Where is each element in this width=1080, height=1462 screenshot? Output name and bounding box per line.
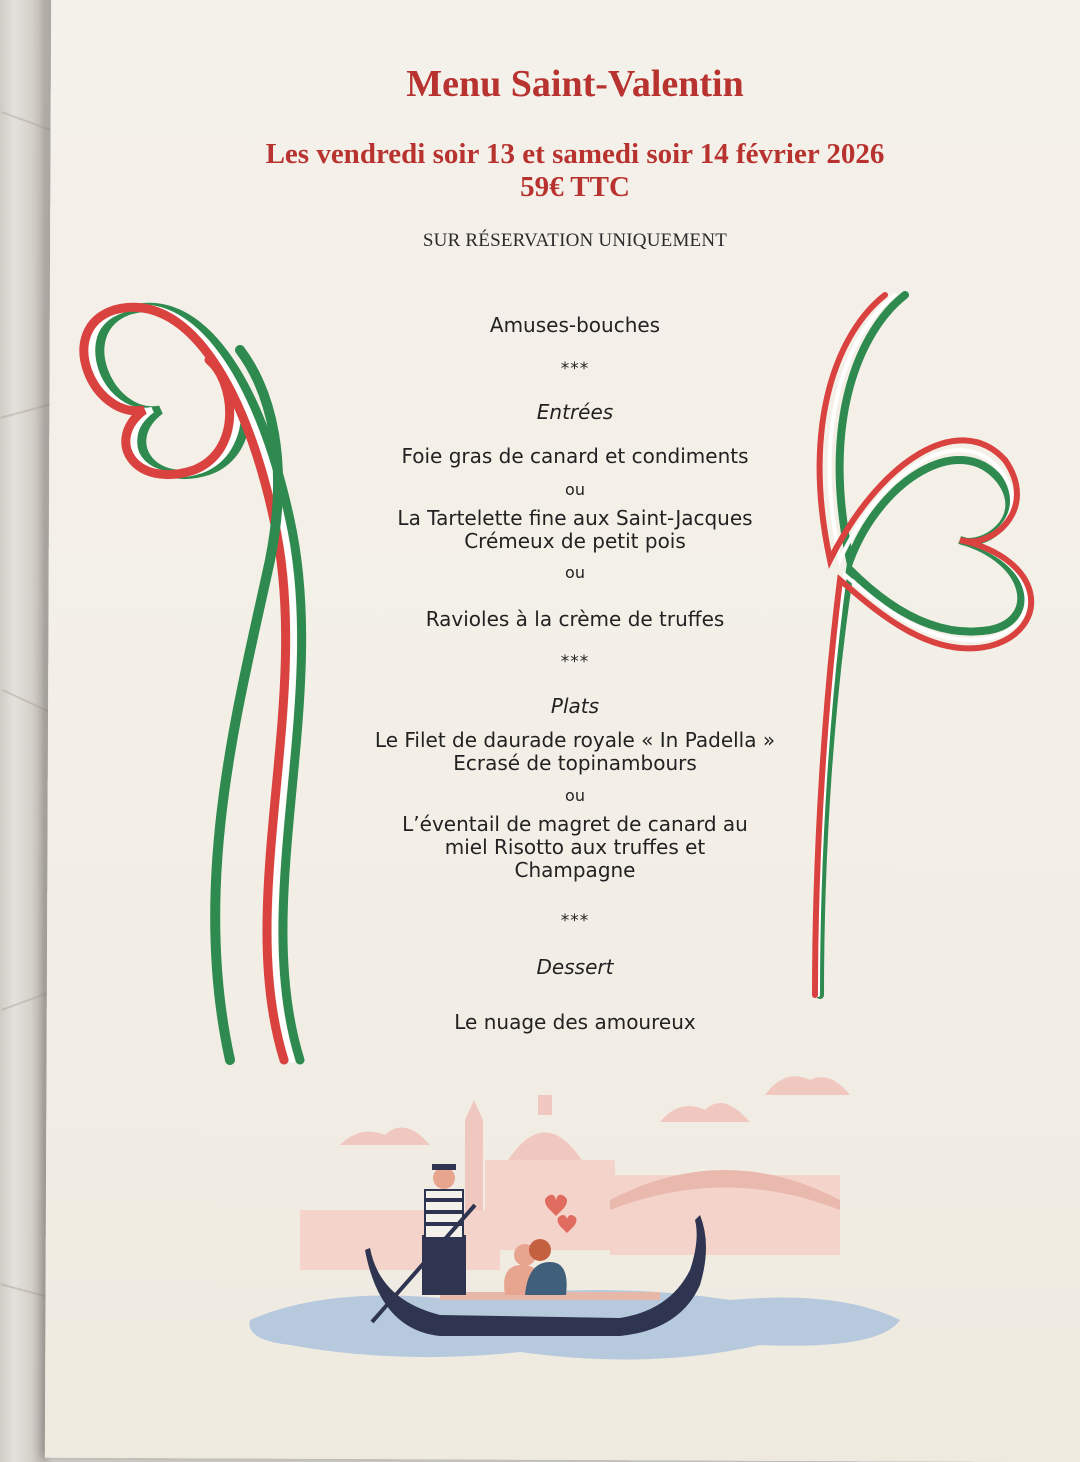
separator: *** (560, 911, 590, 931)
or-text: ou (565, 786, 585, 805)
ribbon-heart-right-icon (815, 295, 1031, 995)
or-text: ou (565, 563, 585, 582)
price-line: 59€ TTC (520, 171, 630, 203)
dessert-item: Le nuage des amoureux (454, 1010, 696, 1034)
entree-item-line: Crémeux de petit pois (464, 529, 686, 553)
section-title-dessert: Dessert (536, 955, 614, 979)
separator: *** (560, 652, 590, 672)
section-title-entrees: Entrées (536, 400, 614, 424)
plat-item-line: Champagne (514, 858, 636, 882)
dates-block (60, 138, 1080, 204)
or-text: ou (565, 480, 585, 499)
plat-item-line: Le Filet de daurade royale « In Padella » (374, 728, 776, 752)
section-title-plats: Plats (550, 694, 600, 718)
entree-item (270, 507, 880, 553)
plat-item-line: miel Risotto aux truffes et (444, 835, 706, 859)
amuse-bouches: Amuses-bouches (489, 313, 661, 337)
plat-item (270, 729, 880, 775)
dates-line: Les vendredi soir 13 et samedi soir 14 février 2026 (265, 138, 885, 170)
entree-item: Ravioles à la crème de truffes (425, 607, 725, 631)
plat-item-line: L’éventail de magret de canard au (402, 812, 748, 836)
plat-item (270, 813, 880, 882)
reservation-notice: SUR RÉSERVATION UNIQUEMENT (422, 230, 728, 251)
entree-item-line: La Tartelette fine aux Saint-Jacques (397, 506, 753, 530)
ribbon-heart-left-icon (84, 307, 302, 1060)
venice-gondola-illustration-icon (250, 1076, 901, 1359)
plat-item-line: Ecrasé de topinambours (453, 751, 697, 775)
menu-title: Menu Saint-Valentin (406, 63, 744, 105)
entree-item: Foie gras de canard et condiments (401, 444, 749, 468)
separator: *** (560, 359, 590, 379)
